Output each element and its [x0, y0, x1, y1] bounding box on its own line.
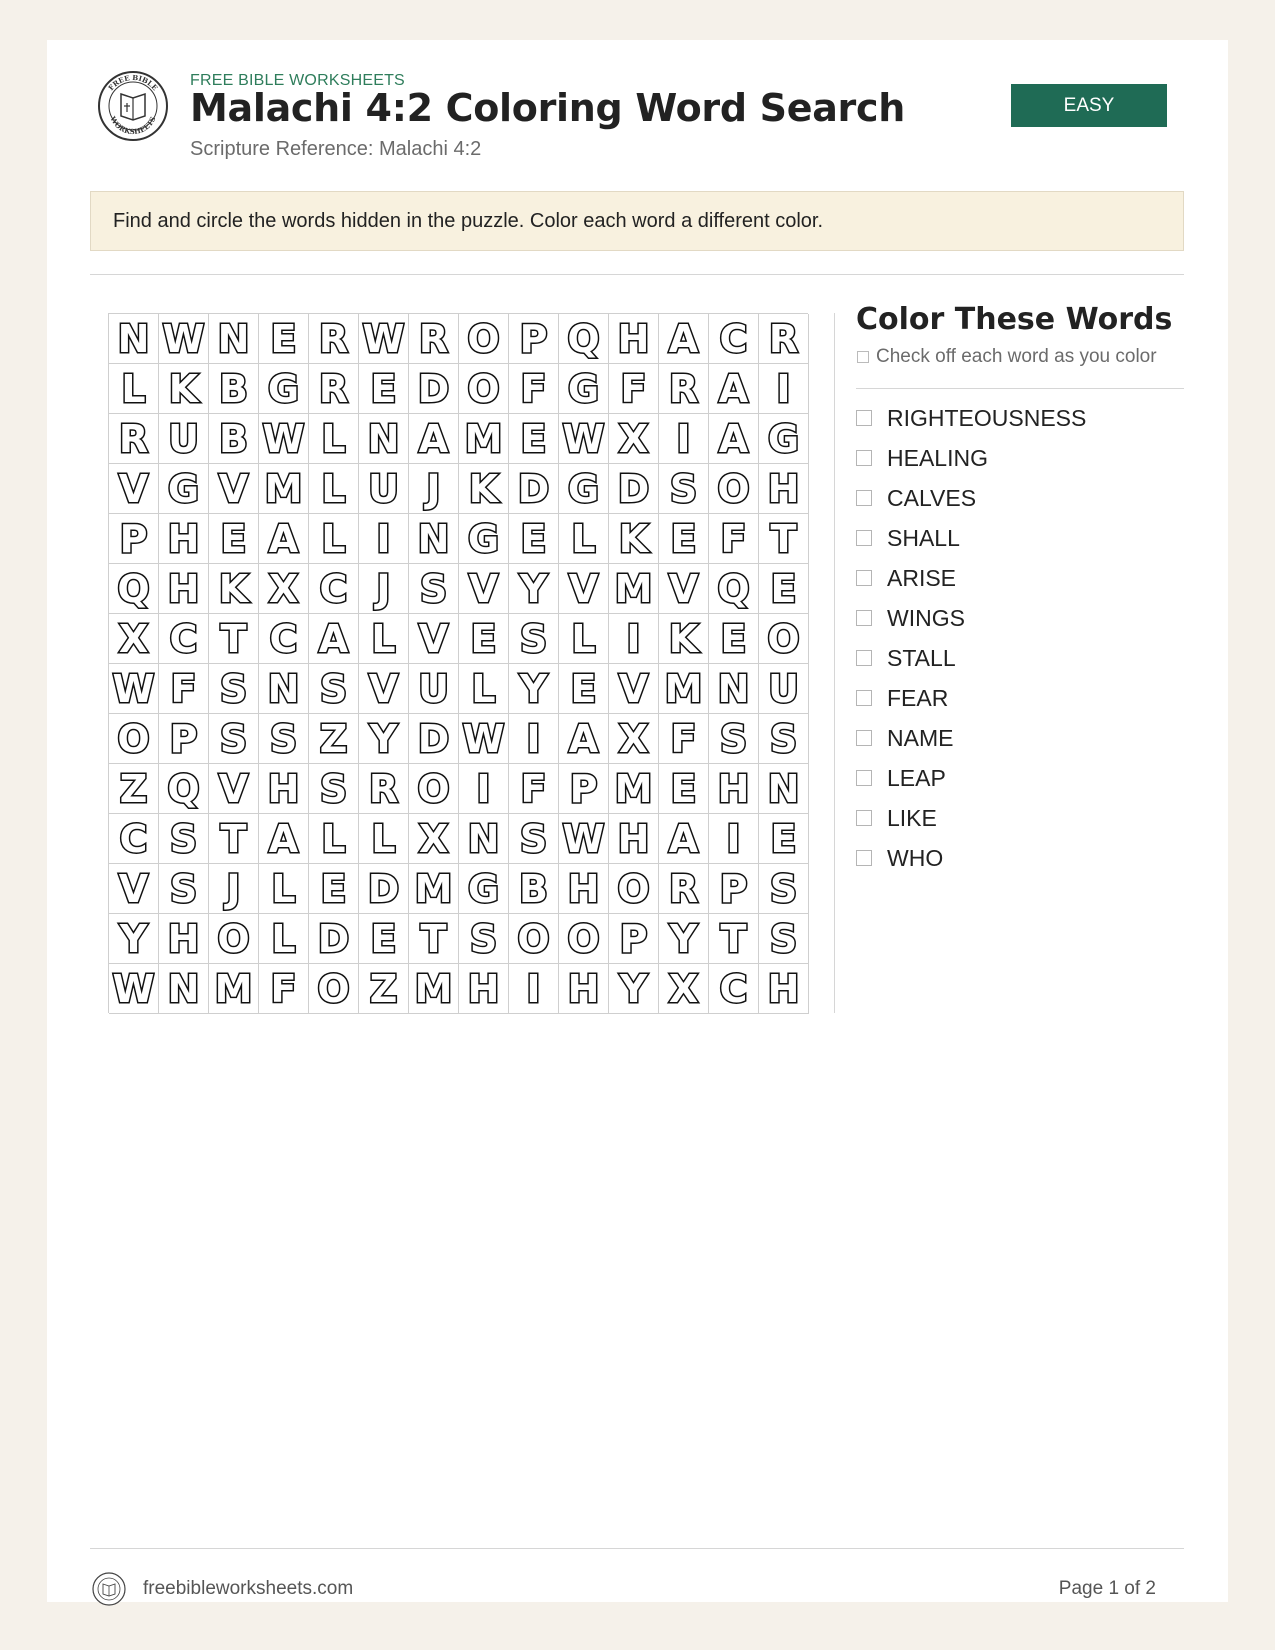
grid-cell[interactable]: E [359, 914, 409, 964]
grid-cell[interactable]: M [459, 414, 509, 464]
grid-cell[interactable]: R [359, 764, 409, 814]
word-list-item [856, 478, 1086, 518]
grid-cell[interactable]: C [309, 564, 359, 614]
grid-cell[interactable]: M [259, 464, 309, 514]
grid-cell[interactable]: W [259, 414, 309, 464]
grid-cell[interactable]: R [659, 364, 709, 414]
grid-cell[interactable]: E [509, 514, 559, 564]
grid-cell[interactable]: V [209, 464, 259, 514]
grid-cell[interactable]: I [359, 514, 409, 564]
footer-logo-icon [91, 1571, 127, 1607]
word-label: FEAR [887, 684, 949, 711]
grid-cell[interactable]: S [259, 714, 309, 764]
grid-cell[interactable]: L [459, 664, 509, 714]
grid-cell[interactable]: E [259, 314, 309, 364]
grid-cell[interactable]: L [109, 364, 159, 414]
grid-cell[interactable]: H [559, 964, 609, 1014]
grid-cell[interactable]: D [609, 464, 659, 514]
grid-cell[interactable]: V [559, 564, 609, 614]
grid-cell[interactable]: N [209, 314, 259, 364]
grid-cell[interactable]: T [759, 514, 809, 564]
grid-cell[interactable]: D [309, 914, 359, 964]
word-list-hint-text: Check off each word as you color [876, 346, 1157, 367]
grid-cell[interactable]: Q [709, 564, 759, 614]
grid-cell[interactable]: G [559, 464, 609, 514]
grid-cell[interactable]: X [609, 714, 659, 764]
grid-cell[interactable]: C [259, 614, 309, 664]
grid-cell[interactable]: F [509, 764, 559, 814]
grid-cell[interactable]: R [309, 364, 359, 414]
grid-cell[interactable]: N [259, 664, 309, 714]
word-list-item [856, 638, 1086, 678]
grid-cell[interactable]: H [609, 814, 659, 864]
grid-cell[interactable]: F [159, 664, 209, 714]
grid-cell[interactable]: L [309, 464, 359, 514]
grid-cell[interactable]: T [409, 914, 459, 964]
page-number: Page 1 of 2 [1058, 1578, 1156, 1599]
word-label: RIGHTEOUSNESS [887, 404, 1087, 431]
grid-cell[interactable]: Y [659, 914, 709, 964]
grid-cell[interactable]: W [109, 964, 159, 1014]
word-checkbox[interactable] [856, 490, 872, 506]
grid-cell[interactable]: E [659, 764, 709, 814]
word-label: HEALING [887, 444, 988, 471]
grid-cell[interactable]: I [459, 764, 509, 814]
word-checkbox[interactable] [856, 530, 872, 546]
grid-cell[interactable]: H [559, 864, 609, 914]
grid-cell[interactable]: F [609, 364, 659, 414]
grid-cell[interactable]: E [759, 814, 809, 864]
word-label: STALL [887, 644, 956, 671]
grid-cell[interactable]: X [259, 564, 309, 614]
grid-cell[interactable]: A [259, 814, 309, 864]
instructions-box: Find and circle the words hidden in the puzzle. Color each word a different color. [90, 191, 1184, 251]
grid-cell[interactable]: B [209, 364, 259, 414]
checkbox-icon [857, 351, 869, 363]
word-label: LEAP [887, 764, 946, 791]
grid-cell[interactable]: N [359, 414, 409, 464]
word-checkbox[interactable] [856, 650, 872, 666]
grid-cell[interactable]: V [109, 464, 159, 514]
grid-cell[interactable]: S [509, 814, 559, 864]
grid-cell[interactable]: S [509, 614, 559, 664]
grid-cell[interactable]: H [709, 764, 759, 814]
worksheet-page [47, 40, 1228, 1602]
grid-cell[interactable]: V [459, 564, 509, 614]
grid-cell[interactable]: H [759, 964, 809, 1014]
word-list [856, 398, 1086, 878]
word-label: NAME [887, 724, 954, 751]
grid-cell[interactable]: P [709, 864, 759, 914]
grid-cell[interactable]: X [659, 964, 709, 1014]
word-checkbox[interactable] [856, 770, 872, 786]
grid-cell[interactable]: T [709, 914, 759, 964]
word-list-item [856, 678, 1086, 718]
grid-cell[interactable]: L [309, 514, 359, 564]
grid-cell[interactable]: V [609, 664, 659, 714]
word-list-item [856, 438, 1086, 478]
grid-cell[interactable]: W [559, 414, 609, 464]
grid-cell[interactable]: K [609, 514, 659, 564]
grid-cell[interactable]: V [109, 864, 159, 914]
word-label: CALVES [887, 484, 977, 511]
word-label: WINGS [887, 604, 965, 631]
grid-cell[interactable]: R [309, 314, 359, 364]
grid-cell[interactable]: G [459, 514, 509, 564]
word-checkbox[interactable] [856, 610, 872, 626]
grid-cell[interactable]: E [309, 864, 359, 914]
grid-cell[interactable]: W [109, 664, 159, 714]
grid-cell[interactable]: G [159, 464, 209, 514]
grid-cell[interactable]: O [309, 964, 359, 1014]
word-list-item [856, 798, 1086, 838]
grid-cell[interactable]: F [509, 364, 559, 414]
grid-cell[interactable]: A [259, 514, 309, 564]
grid-cell[interactable]: A [409, 414, 459, 464]
grid-cell[interactable]: E [359, 364, 409, 414]
word-label: WHO [887, 844, 944, 871]
footer-site-link[interactable]: freebibleworksheets.com [143, 1578, 354, 1599]
grid-cell[interactable]: Q [159, 764, 209, 814]
grid-cell[interactable]: D [359, 864, 409, 914]
grid-cell[interactable]: K [459, 464, 509, 514]
grid-cell[interactable]: L [559, 514, 609, 564]
site-logo-icon [97, 70, 169, 142]
grid-cell[interactable]: L [309, 414, 359, 464]
word-label: LIKE [887, 804, 937, 831]
grid-cell[interactable]: F [659, 714, 709, 764]
grid-cell[interactable]: O [409, 764, 459, 814]
word-checkbox[interactable] [856, 570, 872, 586]
grid-cell[interactable]: V [659, 564, 709, 614]
grid-cell[interactable]: I [709, 814, 759, 864]
grid-cell[interactable]: J [409, 464, 459, 514]
grid-cell[interactable]: B [509, 864, 559, 914]
grid-cell[interactable]: Q [559, 314, 609, 364]
grid-cell[interactable]: M [609, 764, 659, 814]
grid-cell[interactable]: I [509, 714, 559, 764]
grid-cell[interactable]: S [409, 564, 459, 614]
grid-cell[interactable]: R [109, 414, 159, 464]
grid-cell[interactable]: C [109, 814, 159, 864]
grid-cell[interactable]: L [259, 864, 309, 914]
word-search-grid [108, 313, 808, 1013]
grid-cell[interactable]: S [709, 714, 759, 764]
grid-cell[interactable]: W [359, 314, 409, 364]
grid-cell[interactable]: P [509, 314, 559, 364]
divider [856, 388, 1184, 389]
grid-cell[interactable]: D [509, 464, 559, 514]
grid-cell[interactable]: X [609, 414, 659, 464]
svg-text:FREE BIBLE: FREE BIBLE [106, 72, 160, 93]
grid-cell[interactable]: J [359, 564, 409, 614]
grid-cell[interactable]: H [159, 914, 209, 964]
site-label: FREE BIBLE WORKSHEETS [190, 72, 405, 89]
grid-cell[interactable]: H [609, 314, 659, 364]
grid-cell[interactable]: W [559, 814, 609, 864]
grid-cell[interactable]: U [759, 664, 809, 714]
word-checkbox[interactable] [856, 850, 872, 866]
grid-cell[interactable]: A [659, 814, 709, 864]
grid-cell[interactable]: Z [109, 764, 159, 814]
grid-cell[interactable]: V [359, 664, 409, 714]
word-list-hint [857, 346, 1157, 368]
grid-cell[interactable]: K [659, 614, 709, 664]
grid-cell[interactable]: I [509, 964, 559, 1014]
grid-cell[interactable]: A [709, 414, 759, 464]
word-list-item [856, 398, 1086, 438]
word-list-item [856, 758, 1086, 798]
grid-cell[interactable]: S [159, 814, 209, 864]
word-list-item [856, 838, 1086, 878]
page-title: Malachi 4:2 Coloring Word Search [190, 86, 905, 130]
grid-cell[interactable]: J [209, 864, 259, 914]
grid-cell[interactable]: D [409, 364, 459, 414]
difficulty-badge: EASY [1011, 84, 1167, 127]
word-checkbox[interactable] [856, 730, 872, 746]
grid-cell[interactable]: P [559, 764, 609, 814]
grid-cell[interactable]: T [209, 614, 259, 664]
grid-cell[interactable]: P [109, 514, 159, 564]
word-list-item [856, 518, 1086, 558]
grid-cell[interactable]: O [109, 714, 159, 764]
grid-cell[interactable]: O [709, 464, 759, 514]
grid-cell[interactable]: N [459, 814, 509, 864]
grid-cell[interactable]: F [709, 514, 759, 564]
grid-cell[interactable]: E [459, 614, 509, 664]
grid-cell[interactable]: L [559, 614, 609, 664]
word-checkbox[interactable] [856, 690, 872, 706]
word-label: SHALL [887, 524, 960, 551]
svg-text:WORKSHEETS: WORKSHEETS [108, 114, 158, 137]
grid-cell[interactable]: Y [509, 564, 559, 614]
grid-cell[interactable]: S [309, 664, 359, 714]
grid-cell[interactable]: U [359, 464, 409, 514]
vertical-divider [834, 313, 835, 1013]
grid-cell[interactable]: C [159, 614, 209, 664]
grid-cell[interactable]: P [159, 714, 209, 764]
grid-cell[interactable]: O [509, 914, 559, 964]
grid-cell[interactable]: X [409, 814, 459, 864]
grid-cell[interactable]: H [159, 564, 209, 614]
grid-cell[interactable]: R [659, 864, 709, 914]
grid-cell[interactable]: S [759, 864, 809, 914]
grid-cell[interactable]: L [359, 614, 409, 664]
grid-cell[interactable]: U [159, 414, 209, 464]
footer-divider [90, 1548, 1184, 1549]
grid-cell[interactable]: A [559, 714, 609, 764]
word-label: ARISE [887, 564, 957, 591]
grid-cell[interactable]: M [209, 964, 259, 1014]
grid-cell[interactable]: M [609, 564, 659, 614]
grid-cell[interactable]: V [409, 614, 459, 664]
grid-cell[interactable]: E [509, 414, 559, 464]
grid-cell[interactable]: L [259, 914, 309, 964]
grid-cell[interactable]: Z [309, 714, 359, 764]
grid-cell[interactable]: G [259, 364, 309, 414]
grid-cell[interactable]: I [609, 614, 659, 664]
grid-cell[interactable]: E [209, 514, 259, 564]
grid-cell[interactable]: H [259, 764, 309, 814]
grid-cell[interactable]: H [759, 464, 809, 514]
grid-cell[interactable]: G [459, 864, 509, 914]
grid-cell[interactable]: A [709, 364, 759, 414]
grid-cell[interactable]: K [209, 564, 259, 614]
grid-cell[interactable]: Y [109, 914, 159, 964]
grid-cell[interactable]: G [559, 364, 609, 414]
grid-cell[interactable]: M [409, 864, 459, 914]
grid-cell[interactable]: E [659, 514, 709, 564]
scripture-reference: Scripture Reference: Malachi 4:2 [190, 138, 482, 160]
word-checkbox[interactable] [856, 810, 872, 826]
grid-cell[interactable]: V [209, 764, 259, 814]
grid-cell[interactable]: S [159, 864, 209, 914]
word-list-item [856, 598, 1086, 638]
grid-cell[interactable]: W [159, 314, 209, 364]
grid-cell[interactable]: O [559, 914, 609, 964]
grid-cell[interactable]: N [759, 764, 809, 814]
word-checkbox[interactable] [856, 450, 872, 466]
grid-cell[interactable]: E [759, 564, 809, 614]
grid-cell[interactable]: Y [609, 964, 659, 1014]
grid-cell[interactable]: S [309, 764, 359, 814]
grid-cell[interactable]: A [659, 314, 709, 364]
grid-cell[interactable]: P [609, 914, 659, 964]
grid-cell[interactable]: N [409, 514, 459, 564]
grid-cell[interactable]: X [109, 614, 159, 664]
grid-cell[interactable]: O [209, 914, 259, 964]
grid-cell[interactable]: S [659, 464, 709, 514]
grid-cell[interactable]: Z [359, 964, 409, 1014]
grid-cell[interactable]: S [759, 714, 809, 764]
grid-cell[interactable]: R [759, 314, 809, 364]
grid-cell[interactable]: Y [509, 664, 559, 714]
grid-cell[interactable]: M [409, 964, 459, 1014]
grid-cell[interactable]: O [459, 364, 509, 414]
grid-cell[interactable]: U [409, 664, 459, 714]
grid-cell[interactable]: C [709, 314, 759, 364]
grid-cell[interactable]: N [709, 664, 759, 714]
grid-cell[interactable]: N [159, 964, 209, 1014]
grid-cell[interactable]: W [459, 714, 509, 764]
grid-cell[interactable]: O [459, 314, 509, 364]
grid-cell[interactable]: R [409, 314, 459, 364]
grid-cell[interactable]: I [759, 364, 809, 414]
grid-cell[interactable]: N [109, 314, 159, 364]
grid-cell[interactable]: L [359, 814, 409, 864]
word-list-item [856, 718, 1086, 758]
grid-cell[interactable]: I [659, 414, 709, 464]
grid-cell[interactable]: C [709, 964, 759, 1014]
grid-cell[interactable]: D [409, 714, 459, 764]
grid-cell[interactable]: S [209, 664, 259, 714]
grid-cell[interactable]: E [559, 664, 609, 714]
divider [90, 274, 1184, 275]
grid-cell[interactable]: S [459, 914, 509, 964]
grid-cell[interactable]: M [659, 664, 709, 714]
grid-cell[interactable]: O [609, 864, 659, 914]
grid-cell[interactable]: F [259, 964, 309, 1014]
grid-cell[interactable]: H [459, 964, 509, 1014]
grid-cell[interactable]: E [709, 614, 759, 664]
grid-cell[interactable]: S [209, 714, 259, 764]
word-checkbox[interactable] [856, 410, 872, 426]
grid-cell[interactable]: T [209, 814, 259, 864]
word-list-title: Color These Words [856, 302, 1173, 337]
grid-cell[interactable]: B [209, 414, 259, 464]
grid-cell[interactable]: G [759, 414, 809, 464]
grid-cell[interactable]: L [309, 814, 359, 864]
word-list-item [856, 558, 1086, 598]
grid-cell[interactable]: H [159, 514, 209, 564]
grid-cell[interactable]: Q [109, 564, 159, 614]
grid-cell[interactable]: Y [359, 714, 409, 764]
grid-cell[interactable]: A [309, 614, 359, 664]
grid-cell[interactable]: S [759, 914, 809, 964]
grid-cell[interactable]: K [159, 364, 209, 414]
grid-cell[interactable]: O [759, 614, 809, 664]
